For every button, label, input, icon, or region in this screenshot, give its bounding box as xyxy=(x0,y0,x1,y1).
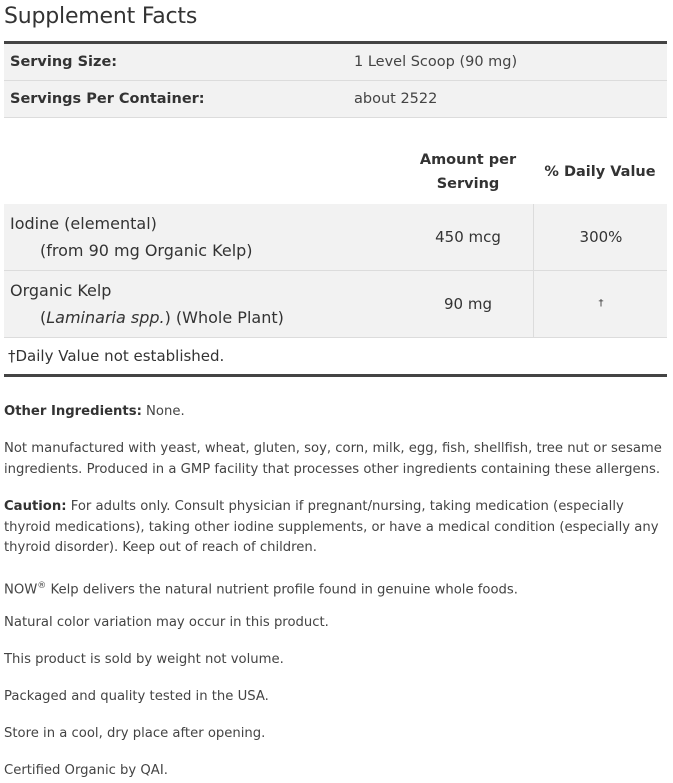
paren-open: ( xyxy=(40,308,47,327)
servings-per-container-value: about 2522 xyxy=(354,91,438,107)
brand-name: NOW xyxy=(4,582,38,598)
note-packaged: Packaged and quality tested in the USA. xyxy=(4,689,269,704)
servings-per-container-label: Servings Per Container: xyxy=(10,91,205,107)
amount-header-line2: Serving xyxy=(436,176,500,192)
nutrient-row-iodine xyxy=(4,204,667,271)
serving-size-value: 1 Level Scoop (90 mg) xyxy=(354,54,518,70)
other-ingredients xyxy=(4,402,666,423)
page-title: Supplement Facts xyxy=(4,4,198,29)
allergen-statement: Not manufactured with yeast, wheat, gluten, soy, corn, milk, egg, fish, shellfish, tree nut or sesame ingredients. Produced in a GMP facility that processes other ingredients containing these allergens. xyxy=(4,441,662,477)
serving-size-row xyxy=(4,44,667,81)
bottom-divider xyxy=(4,374,667,377)
note-certified: Certified Organic by QAI. xyxy=(4,763,168,778)
servings-per-container-row xyxy=(4,81,667,118)
caution-text: For adults only. Consult physician if pregnant/nursing, taking medication (especially thyroid medications), taking other iodine supplements, or have a medical condition (especially any thyroid disorder). Keep out of reach of children. xyxy=(4,499,659,555)
caution-statement xyxy=(4,497,666,559)
nutrient-name: Organic Kelp xyxy=(10,281,112,300)
nutrient-daily-value: † xyxy=(533,271,668,337)
amount-header-line1: Amount per xyxy=(419,152,517,168)
note-storage: Store in a cool, dry place after opening. xyxy=(4,726,266,741)
note-weight: This product is sold by weight not volume. xyxy=(4,652,284,667)
amount-per-serving-header xyxy=(404,148,532,196)
caution-label: Caution: xyxy=(4,499,67,514)
now-statement-text: Kelp delivers the natural nutrient profile found in genuine whole foods. xyxy=(46,582,518,598)
now-statement xyxy=(4,576,666,601)
nutrient-amount: 450 mcg xyxy=(435,228,501,246)
nutrient-daily-value: 300% xyxy=(533,204,668,270)
nutrient-row-kelp xyxy=(4,271,667,338)
other-ingredients-text: None. xyxy=(141,404,185,419)
nutrient-amount: 90 mg xyxy=(444,295,492,313)
nutrient-source xyxy=(40,306,284,330)
note-color-variation: Natural color variation may occur in this product. xyxy=(4,615,329,630)
nutrient-name: Iodine (elemental) xyxy=(10,214,157,233)
other-ingredients-label: Other Ingredients: xyxy=(4,404,142,419)
nutrient-source: (from 90 mg Organic Kelp) xyxy=(40,241,253,260)
registered-mark: ® xyxy=(37,581,47,591)
serving-size-label: Serving Size: xyxy=(10,54,118,70)
latin-name: Laminaria spp. xyxy=(46,308,165,327)
plant-part: ) (Whole Plant) xyxy=(164,308,284,327)
daily-value-header: % Daily Value xyxy=(544,164,656,180)
daily-value-footnote: †Daily Value not established. xyxy=(8,347,225,365)
